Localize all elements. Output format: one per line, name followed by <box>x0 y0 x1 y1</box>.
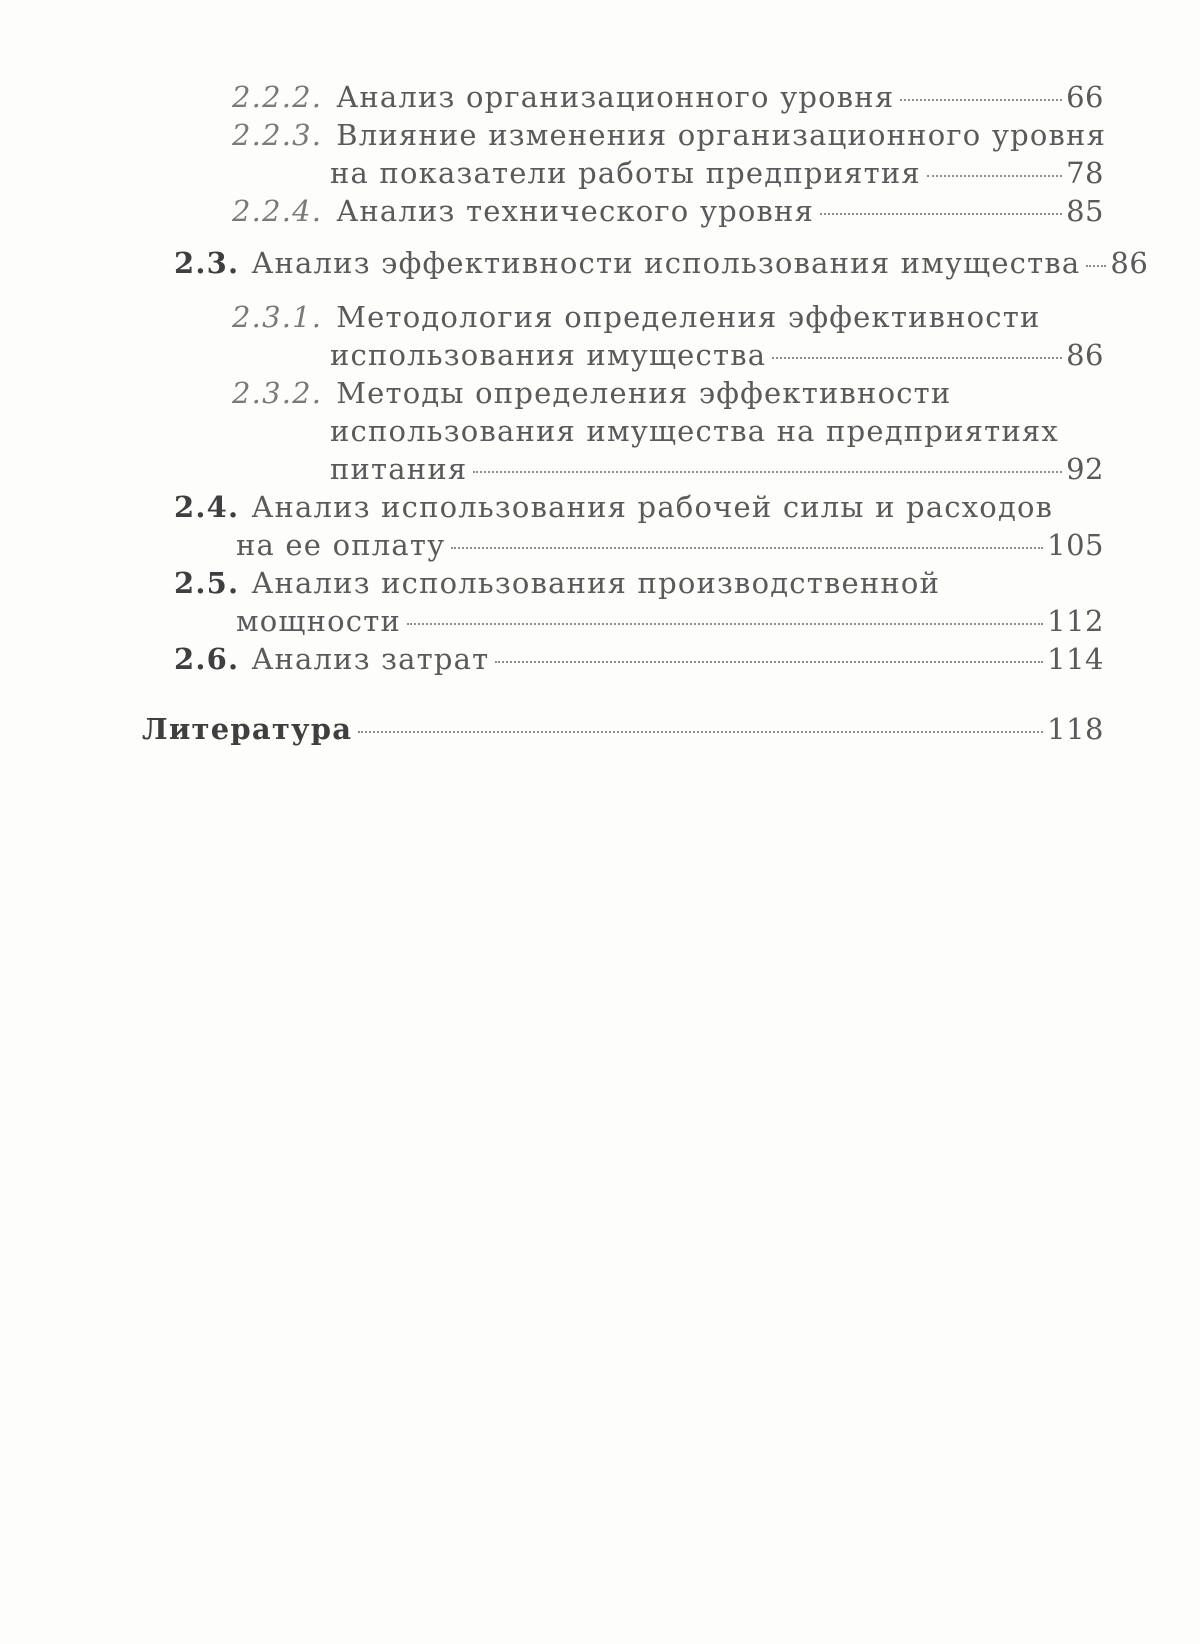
toc-entry-title-continued: использования имущества <box>330 338 767 372</box>
toc-entry-title: Анализ затрат <box>251 642 490 676</box>
toc-entry-title: Литература <box>142 712 353 746</box>
toc-entry-page: 92 <box>1066 452 1104 486</box>
toc-entry-references[interactable] <box>142 710 1104 748</box>
toc-entry-page: 85 <box>1066 194 1104 228</box>
toc-entry-number: 2.6. <box>174 642 240 676</box>
toc-entry-page: 86 <box>1110 246 1149 280</box>
toc-entry-page: 105 <box>1047 528 1104 562</box>
toc-entry-2-2-2[interactable] <box>232 78 1104 116</box>
toc-entry-number: 2.2.2. <box>232 80 323 114</box>
toc-entry-2-3[interactable] <box>174 244 1149 282</box>
toc-entry-title-continued: питания <box>330 452 468 486</box>
toc-entry-title: Анализ эффективности использования имущества <box>251 246 1081 280</box>
toc-entry-title: Анализ технического уровня <box>336 194 815 228</box>
dot-leader <box>495 661 1043 663</box>
dot-leader <box>900 99 1062 101</box>
dot-leader <box>473 471 1062 473</box>
toc-entry-title: Методология определения эффективности <box>336 300 1041 334</box>
toc-entry-page: 118 <box>1047 712 1104 746</box>
toc-entry-number: 2.3.2. <box>232 376 323 410</box>
toc-entry-2-2-4[interactable] <box>232 192 1104 230</box>
toc-entry-number: 2.5. <box>174 566 240 600</box>
toc-entry-2-6[interactable] <box>174 640 1104 678</box>
toc-entry-2-2-3[interactable] <box>232 116 1107 192</box>
toc-entry-title: Влияние изменения организационного уровня <box>336 118 1107 152</box>
toc-entry-title: Методы определения эффективности <box>336 376 952 410</box>
toc-entry-title-continued: на ее оплату <box>236 528 446 562</box>
toc-entry-page: 86 <box>1066 338 1104 372</box>
toc-entry-page: 78 <box>1066 156 1104 190</box>
dot-leader <box>772 357 1062 359</box>
toc-entry-number: 2.4. <box>174 490 240 524</box>
toc-entry-page: 114 <box>1047 642 1104 676</box>
toc-entry-2-3-2[interactable] <box>232 374 1104 488</box>
dot-leader <box>927 175 1062 177</box>
toc-entry-2-5[interactable] <box>174 564 1104 640</box>
toc-entry-page: 112 <box>1047 604 1104 638</box>
dot-leader <box>1086 265 1106 267</box>
toc-entry-number: 2.3.1. <box>232 300 323 334</box>
toc-entry-title: Анализ использования рабочей силы и расходов <box>251 490 1054 524</box>
toc-entry-number: 2.3. <box>174 246 240 280</box>
toc-entry-2-3-1[interactable] <box>232 298 1104 374</box>
toc-entry-number: 2.2.4. <box>232 194 323 228</box>
toc-entry-page: 66 <box>1066 80 1104 114</box>
toc-entry-title-continued: мощности <box>236 604 401 638</box>
dot-leader <box>451 547 1043 549</box>
dot-leader <box>407 623 1043 625</box>
dot-leader <box>820 213 1062 215</box>
toc-entry-title-continued: на показатели работы предприятия <box>330 156 921 190</box>
toc-entry-number: 2.2.3. <box>232 118 323 152</box>
dot-leader <box>358 731 1043 733</box>
toc-entry-title-continued: использования имущества на предприятиях <box>330 414 1059 448</box>
toc-entry-title: Анализ использования производственной <box>251 566 941 600</box>
toc-entry-2-4[interactable] <box>174 488 1104 564</box>
toc-entry-title: Анализ организационного уровня <box>336 80 895 114</box>
